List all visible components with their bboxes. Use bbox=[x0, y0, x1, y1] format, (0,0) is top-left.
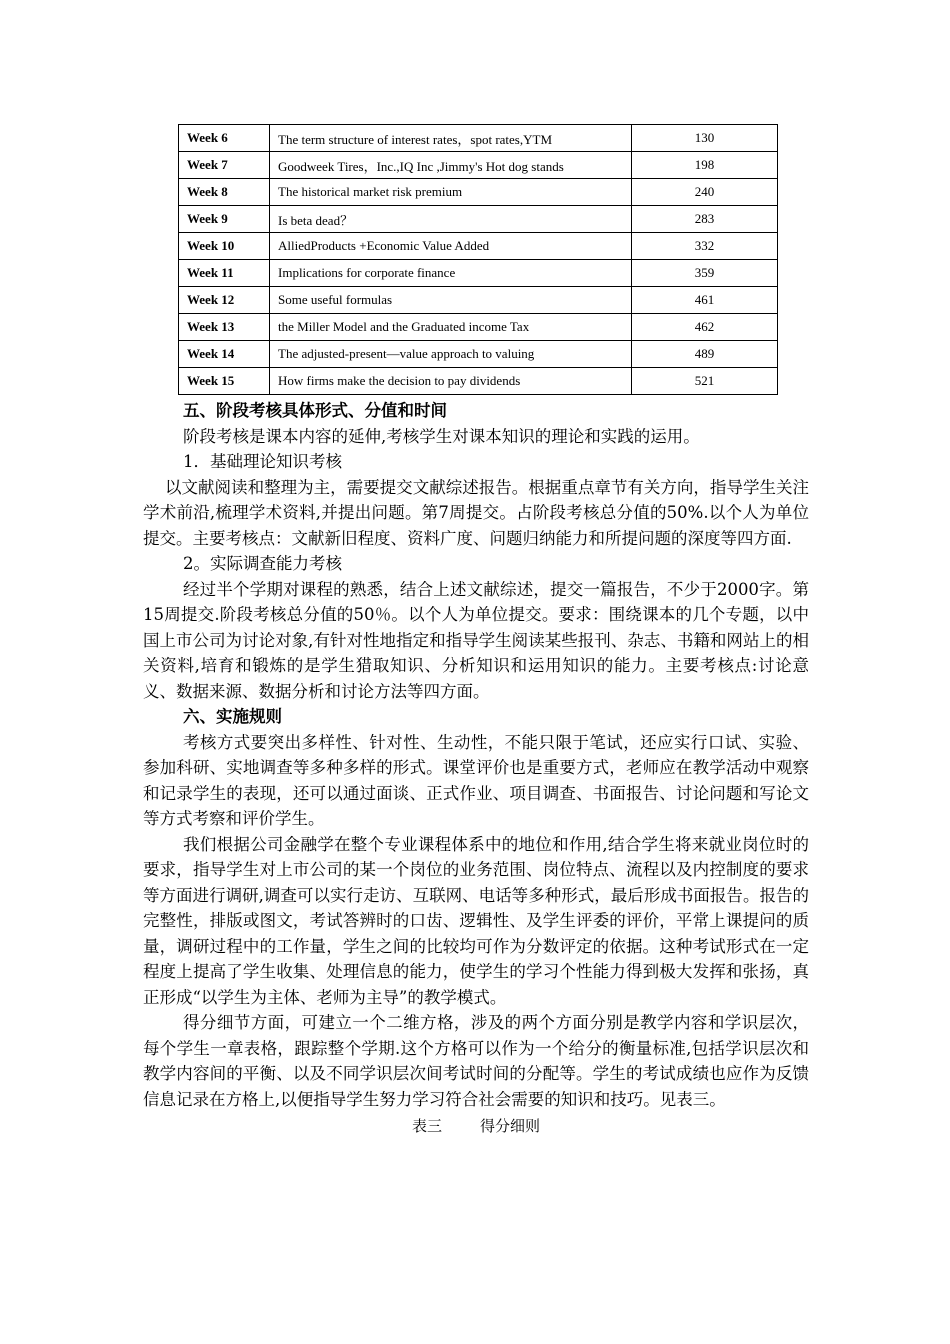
page-cell: 240 bbox=[632, 179, 778, 206]
week-cell: Week 8 bbox=[179, 179, 270, 206]
page-cell: 332 bbox=[632, 233, 778, 260]
topic-cell: Some useful formulas bbox=[270, 287, 632, 314]
table-row bbox=[179, 152, 778, 179]
week-cell: Week 15 bbox=[179, 368, 270, 395]
section-6-heading: 六、实施规则 bbox=[183, 707, 282, 726]
week-cell: Week 13 bbox=[179, 314, 270, 341]
page-cell: 461 bbox=[632, 287, 778, 314]
topic-cell: How firms make the decision to pay dividends bbox=[270, 368, 632, 395]
table-row bbox=[179, 125, 778, 152]
table-row bbox=[179, 287, 778, 314]
table-row bbox=[179, 341, 778, 368]
document-body bbox=[143, 398, 809, 1140]
table-row bbox=[179, 368, 778, 395]
page-cell: 283 bbox=[632, 206, 778, 233]
section-6-paragraph-2: 我们根据公司金融学在整个专业课程体系中的地位和作用,结合学生将来就业岗位时的要求，指导学生对上市公司的某一个岗位的业务范围、岗位特点、流程以及内控制度的要求等方面进行调研,调查可以实行走访、互联网、电话等多种形式，最后形成书面报告。报告的完整性，排版或图文，考试答辨时的口齿、逻辑性、及学生评委的评价，平常上课提问的质量，调研过程中的工作量，学生之间的比较均可作为分数评定的依据。这种考试形式在一定程度上提高了学生收集、处理信息的能力，使学生的学习个性能力得到极大发挥和张扬，真正形成“以学生为主体、老师为主导”的教学模式。 bbox=[143, 834, 809, 1007]
topic-cell: The term structure of interest rates，spot rates,YTM bbox=[270, 125, 632, 152]
topic-cell: Is beta dead？ bbox=[270, 206, 632, 233]
week-cell: Week 9 bbox=[179, 206, 270, 233]
table-caption bbox=[143, 1114, 809, 1140]
section-6-paragraph-3: 得分细节方面，可建立一个二维方格，涉及的两个方面分别是教学内容和学识层次，每个学生一章表格，跟踪整个学期.这个方格可以作为一个给分的衡量标准,包括学识层次和教学内容间的平衡、以及不同学识层次间考试时间的分配等。学生的考试成绩也应作为反馈信息记录在方格上,以便指导学生努力学习符合社会需要的知识和技巧。见表三。 bbox=[143, 1013, 809, 1109]
page-cell: 521 bbox=[632, 368, 778, 395]
week-cell: Week 6 bbox=[179, 125, 270, 152]
page-cell: 489 bbox=[632, 341, 778, 368]
section-5-heading: 五、阶段考核具体形式、分值和时间 bbox=[183, 401, 447, 420]
table-row bbox=[179, 314, 778, 341]
topic-cell: AlliedProducts +Economic Value Added bbox=[270, 233, 632, 260]
topic-cell: Goodweek Tires，Inc.,IQ Inc ,Jimmy's Hot dog stands bbox=[270, 152, 632, 179]
table-row bbox=[179, 206, 778, 233]
topic-cell: The adjusted-present—value approach to valuing bbox=[270, 341, 632, 368]
schedule-table bbox=[178, 124, 778, 395]
table-caption-title: 得分细则 bbox=[480, 1117, 541, 1135]
item-1-body: 以文献阅读和整理为主，需要提交文献综述报告。根据重点章节有关方向，指导学生关注学术前沿,梳理学术资料,并提出问题。第7周提交。占阶段考核总分值的50%.以个人为单位提交。主要考核点：文献新旧程度、资料广度、问题归纳能力和所提问题的深度等四方面. bbox=[143, 477, 809, 548]
table-row bbox=[179, 233, 778, 260]
topic-cell: Implications for corporate finance bbox=[270, 260, 632, 287]
section-6-paragraph-1: 考核方式要突出多样性、针对性、生动性，不能只限于笔试，还应实行口试、实验、参加科研、实地调查等多种多样的形式。课堂评价也是重要方式，老师应在教学活动中观察和记录学生的表现，还可以通过面谈、正式作业、项目调查、书面报告、讨论问题和写论文等方式考察和评价学生。 bbox=[143, 732, 809, 828]
item-2-title: 2。实际调查能力考核 bbox=[183, 554, 342, 573]
page-cell: 130 bbox=[632, 125, 778, 152]
table-caption-label: 表三 bbox=[411, 1117, 442, 1135]
schedule-table-body bbox=[179, 125, 778, 395]
section-5-intro: 阶段考核是课本内容的延伸,考核学生对课本知识的理论和实践的运用。 bbox=[183, 426, 700, 446]
week-cell: Week 7 bbox=[179, 152, 270, 179]
page-cell: 462 bbox=[632, 314, 778, 341]
table-row bbox=[179, 260, 778, 287]
page-cell: 198 bbox=[632, 152, 778, 179]
topic-cell: The historical market risk premium bbox=[270, 179, 632, 206]
week-cell: Week 11 bbox=[179, 260, 270, 287]
week-cell: Week 12 bbox=[179, 287, 270, 314]
week-cell: Week 14 bbox=[179, 341, 270, 368]
item-1-title: 1．基础理论知识考核 bbox=[183, 452, 342, 471]
week-cell: Week 10 bbox=[179, 233, 270, 260]
table-row bbox=[179, 179, 778, 206]
page-cell: 359 bbox=[632, 260, 778, 287]
topic-cell: the Miller Model and the Graduated income Tax bbox=[270, 314, 632, 341]
item-2-body: 经过半个学期对课程的熟悉，结合上述文献综述，提交一篇报告，不少于2000字。第15周提交.阶段考核总分值的50％。以个人为单位提交。要求：围绕课本的几个专题，以中国上市公司为讨论对象,有针对性地指定和指导学生阅读某些报刊、杂志、书籍和网站上的相关资料,培育和锻炼的是学生猎取知识、分析知识和运用知识的能力。主要考核点:讨论意义、数据来源、数据分析和讨论方法等四方面。 bbox=[143, 579, 809, 701]
